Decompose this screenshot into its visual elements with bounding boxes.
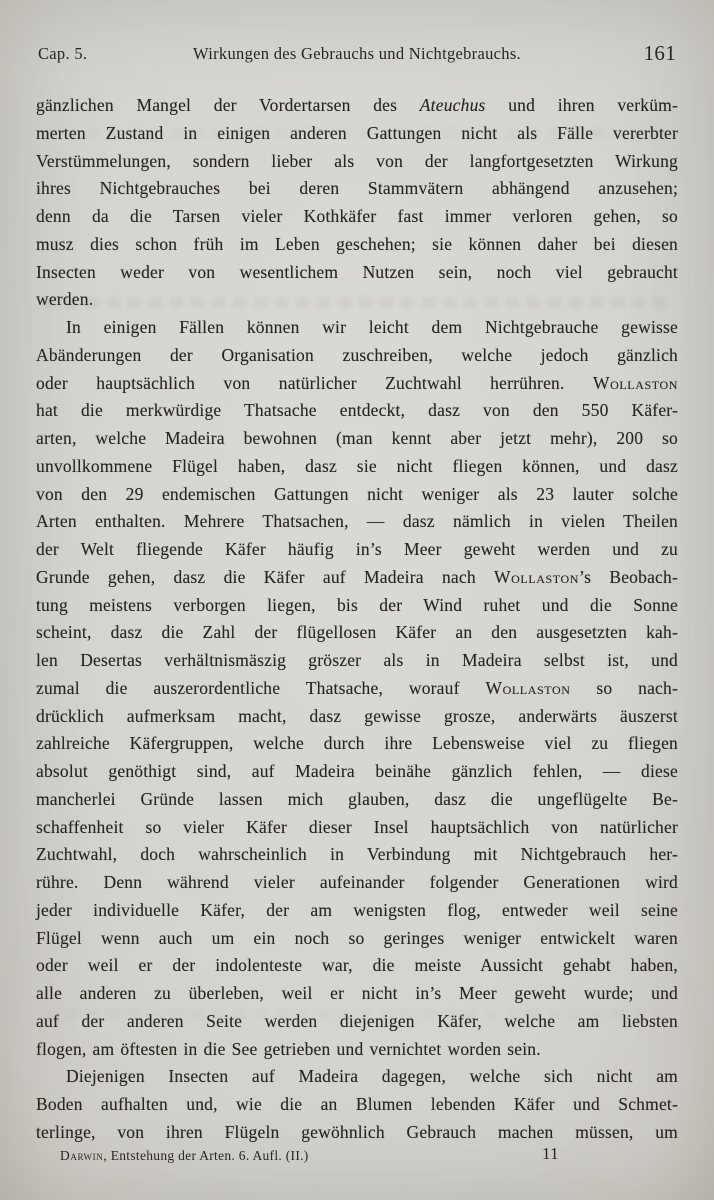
signature-mark: 11	[542, 1144, 559, 1163]
text-line	[36, 259, 678, 287]
text-line	[36, 508, 678, 536]
text-line	[36, 1119, 678, 1147]
edition-note	[60, 1148, 309, 1164]
text-line	[36, 980, 678, 1008]
text-segment: denn da die Tarsen vieler Kothkäfer fast immer verloren gehen, so	[36, 206, 678, 226]
text-segment: Ateuchus	[419, 95, 486, 115]
text-line	[36, 897, 678, 925]
text-line	[36, 786, 678, 814]
text-line	[36, 342, 678, 370]
text-segment: Diejenigen Insecten auf Madeira dagegen, welche sich nicht am	[66, 1066, 678, 1087]
text-segment: len Desertas verhältnismäszig gröszer als in Madeira selbst ist, und	[36, 650, 678, 670]
text-segment: Wollaston	[494, 566, 580, 587]
text-segment: Insecten weder von wesentlichem Nutzen sein, noch viel gebraucht	[36, 261, 678, 282]
text-segment: oder hauptsächlich von natürlicher Zuchtwahl herrühren.	[36, 372, 593, 393]
text-segment: hat die merkwürdige Thatsache entdeckt, dasz von den 550 Käfer-	[36, 400, 678, 421]
text-line	[36, 675, 678, 703]
text-segment: scheint, dasz die Zahl der flügellosen Käfer an den ausgesetzten kah-	[36, 622, 678, 643]
text-line	[36, 286, 678, 314]
text-segment: Verstümmelungen, sondern lieber als von der langfortgesetzten Wirkung	[36, 150, 678, 171]
text-line	[36, 536, 678, 564]
text-line	[36, 120, 678, 148]
text-segment: , Entstehung der Arten. 6. Aufl. (II.)	[103, 1148, 309, 1163]
text-segment: Arten enthalten. Mehrere Thatsachen, — dasz nämlich in vielen Theilen	[36, 511, 678, 532]
text-line	[36, 175, 678, 203]
text-segment: Boden aufhalten und, wie die an Blumen lebenden Käfer und Schmet-	[36, 1094, 678, 1114]
text-segment: terlinge, von ihren Flügeln gewöhnlich Gebrauch machen müssen, um	[36, 1121, 678, 1142]
text-line	[36, 1008, 678, 1036]
text-line	[36, 92, 678, 120]
text-segment: Wollaston	[592, 372, 678, 393]
text-line	[36, 370, 678, 398]
text-segment: Abänderungen der Organisation zuschreiben, welche jedoch gänzlich	[36, 344, 678, 365]
text-segment: oder weil er der indolenteste war, die meiste Aussicht gehabt haben,	[36, 955, 678, 976]
text-line	[36, 314, 678, 342]
text-segment: Flügel wenn auch um ein noch so geringes weniger entwickelt waren	[36, 927, 678, 948]
text-segment: Wollaston	[485, 677, 571, 698]
text-line	[36, 592, 678, 620]
text-line	[36, 952, 678, 980]
text-line	[36, 564, 678, 592]
text-segment: unvollkommene Flügel haben, dasz sie nicht fliegen können, und dasz	[36, 455, 678, 476]
text-line	[36, 231, 678, 259]
text-segment: von den 29 endemischen Gattungen nicht weniger als 23 lauter solche	[36, 483, 678, 504]
text-line	[36, 1091, 678, 1119]
text-segment: jeder individuelle Käfer, der am wenigsten flog, entweder weil seine	[36, 899, 678, 920]
text-segment: auf der anderen Seite werden diejenigen Käfer, welche am liebsten	[36, 1010, 678, 1031]
text-segment: so nach-	[570, 677, 678, 698]
text-line	[36, 203, 678, 231]
page-header	[36, 41, 678, 69]
page-number: 161	[643, 41, 676, 65]
text-line	[36, 758, 678, 786]
text-segment: zumal die auszerordentliche Thatsache, worauf	[36, 677, 486, 698]
text-line	[36, 619, 678, 647]
text-line	[36, 647, 678, 675]
text-segment: In einigen Fällen können wir leicht dem Nichtgebrauche gewisse	[66, 317, 678, 337]
page-text	[36, 92, 678, 1147]
text-line	[36, 425, 678, 453]
text-line	[36, 925, 678, 953]
text-segment: Zuchtwahl, doch wahrscheinlich in Verbindung mit Nichtgebrauch her-	[36, 844, 678, 865]
text-line	[36, 1063, 678, 1091]
text-line	[36, 814, 678, 842]
text-segment: drücklich aufmerksam macht, dasz gewisse grosze, anderwärts äuszerst	[36, 705, 678, 726]
text-segment: Darwin	[60, 1148, 104, 1163]
text-segment: werden.	[36, 289, 94, 310]
text-line	[36, 841, 678, 869]
page-footer	[36, 1144, 678, 1170]
text-line	[36, 397, 678, 425]
text-segment: flogen, am öftesten in die See getrieben und vernichtet worden sein.	[36, 1038, 541, 1059]
text-segment: Grunde gehen, dasz die Käfer auf Madeira nach	[36, 566, 495, 587]
text-line	[36, 481, 678, 509]
text-segment: und ihren verküm-	[485, 95, 679, 115]
text-segment: gänzlichen Mangel der Vordertarsen des	[36, 95, 420, 115]
text-segment: zahlreiche Käfergruppen, welche durch ihre Lebensweise viel zu fliegen	[36, 733, 678, 754]
text-segment: alle anderen zu überleben, weil er nicht in’s Meer geweht wurde; und	[36, 983, 678, 1003]
text-segment: tung meistens verborgen liegen, bis der Wind ruhet und die Sonne	[36, 594, 678, 615]
text-line	[36, 453, 678, 481]
text-segment: musz dies schon früh im Leben geschehen; sie können daher bei diesen	[36, 233, 678, 254]
text-line	[36, 869, 678, 897]
text-segment: der Welt fliegende Käfer häufig in’s Meer geweht werden und zu	[36, 539, 678, 559]
text-line	[36, 148, 678, 176]
text-segment: mancherlei Gründe lassen mich glauben, dasz die ungeflügelte Be-	[36, 788, 678, 809]
text-line	[36, 703, 678, 731]
text-segment: ’s Beobach-	[579, 566, 678, 587]
text-segment: arten, welche Madeira bewohnen (man kennt aber jetzt mehr), 200 so	[36, 428, 678, 448]
text-line	[36, 730, 678, 758]
text-segment: rühre. Denn während vieler aufeinander folgender Generationen wird	[36, 872, 678, 892]
text-segment: ihres Nichtgebrauches bei deren Stammvätern abhängend anzusehen;	[36, 178, 678, 199]
text-line	[36, 1036, 678, 1064]
chapter-label: Cap. 5.	[38, 44, 88, 63]
text-segment: schaffenheit so vieler Käfer dieser Insel hauptsächlich von natürlicher	[36, 816, 678, 837]
text-segment: absolut genöthigt sind, auf Madeira beinähe gänzlich fehlen, — diese	[36, 761, 678, 781]
text-segment: merten Zustand in einigen anderen Gattungen nicht als Fälle vererbter	[36, 122, 678, 143]
running-title: Wirkungen des Gebrauchs und Nichtgebrauchs.	[193, 44, 521, 63]
